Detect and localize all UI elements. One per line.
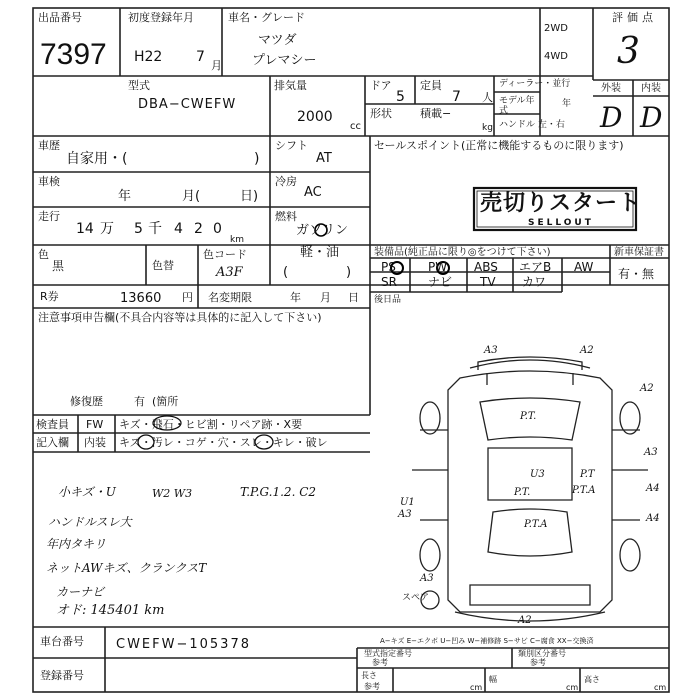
chassis-value: CWEFW−105378 (116, 637, 251, 652)
hw-line1b: W2 W3 (152, 487, 193, 500)
displacement-unit: cc (350, 121, 361, 132)
mark-11: P.T (580, 469, 595, 480)
fuel-value: ガソリン (296, 223, 349, 238)
mileage-sen: 5 (134, 221, 143, 237)
name-change-month: 月 (320, 291, 331, 304)
lot-label: 出品番号 (38, 11, 82, 24)
name-change-label: 名変期限 (208, 291, 252, 304)
capacity-label: 定員 (420, 79, 442, 92)
color-label: 色 (38, 248, 49, 261)
dealer-label: ディーラー・並行 (499, 79, 571, 89)
checklist-label-2: 記入欄 (36, 436, 69, 449)
mark-6: A4 (646, 513, 660, 524)
fuel-paren-close: ) (346, 265, 352, 280)
mileage-sen-unit: 千 (148, 221, 162, 237)
model-name: プレマシー (252, 53, 317, 68)
hw-line1c: T.P.G.1.2. C2 (240, 485, 317, 499)
equip-sr: SR (381, 275, 397, 289)
checklist-fw: FW (86, 418, 104, 431)
mark-5: A4 (646, 483, 660, 494)
type-code-label: 型式 (128, 79, 150, 92)
hw-line6: オド: 145401 km (56, 603, 165, 618)
mark-1: A3 (484, 345, 498, 356)
mark-9: P.T. (520, 411, 537, 422)
score-ext-value: D (600, 101, 623, 134)
chassis-label: 車台番号 (40, 635, 84, 648)
mark-15: A3 (420, 573, 434, 584)
inspection-day: 日) (240, 189, 259, 204)
mark-10: P.T. (514, 487, 531, 498)
model-year-label: モデル年式 (499, 96, 535, 116)
checklist-fw-items: キズ・飛石・ヒビ割・リペア跡・X要 (119, 418, 303, 431)
shape-label: 形状 (370, 107, 392, 120)
notes-label: 注意事項申告欄(不具合内容等は具体的に記入して下さい) (38, 311, 322, 324)
drive-4wd: 4WD (544, 51, 568, 62)
type-code-value: DBA−CWEFW (138, 97, 237, 112)
mileage-d3: 0 (213, 221, 222, 237)
aircon-label: 冷房 (275, 175, 297, 188)
warranty-label: 新車保証書 (614, 247, 664, 258)
r-ken-unit: 円 (182, 291, 193, 304)
model-year-suffix: 年 (562, 99, 572, 109)
mark-4: A3 (644, 447, 658, 458)
damage-legend: A−キズ E−エクボ U−凹み W−補修跡 S−サビ C−腐食 XX−交換済 (380, 637, 594, 645)
shift-value: AT (316, 151, 332, 166)
fuel-label: 燃料 (275, 210, 297, 223)
load-label: 積載 (420, 107, 442, 120)
equip-ps: PS (381, 260, 396, 274)
color-change-label: 色替 (152, 259, 174, 272)
mark-3: A2 (640, 383, 654, 394)
registration-label: 登録番号 (40, 669, 84, 682)
displacement-label: 排気量 (274, 79, 307, 92)
equip-abs: ABS (474, 260, 498, 274)
fuel-paren-open: ( (283, 265, 289, 280)
warranty-value: 有・無 (618, 267, 655, 281)
category-ref: 参考 (530, 658, 546, 667)
first-reg-year: H22 (134, 49, 163, 65)
mileage-d2: 2 (194, 221, 203, 237)
aircon-value: AC (304, 185, 322, 200)
history-value: 自家用・( (66, 151, 128, 167)
r-ken-label: R券 (40, 290, 59, 303)
load-dash: − (442, 107, 452, 120)
equipment-label: 装備品(純正品に限り◎をつけて下さい) (374, 247, 551, 258)
fuel-diesel: 軽・油 (300, 245, 340, 260)
mark-13: P.T.A (524, 519, 548, 530)
color-code-label: 色コード (203, 248, 247, 261)
hw-line1a: 小キズ・U (58, 485, 116, 499)
equip-pw: PW (428, 260, 448, 274)
mark-16: A2 (518, 615, 532, 626)
equip-leather: カワ (522, 275, 547, 289)
capacity-value: 7 (452, 89, 461, 105)
after-install-label: 後日品 (374, 295, 402, 305)
score-ext-label: 外装 (601, 83, 621, 94)
mileage-unit: km (230, 235, 244, 245)
spare-label: スペア (402, 593, 430, 603)
color-value: 黒 (52, 259, 65, 273)
mark-12: P.T.A (572, 485, 596, 496)
r-ken-value: 13660 (120, 291, 162, 306)
length-ref: 参考 (364, 682, 380, 691)
type-designation-label: 型式指定番号 (364, 649, 412, 658)
hw-line2: ハンドルスレ大 (48, 515, 132, 529)
equip-tv: TV (480, 275, 496, 289)
width-label: 幅 (489, 675, 497, 684)
mileage-d1: 4 (174, 221, 183, 237)
hw-line4: ネットAWキズ、クランクスT (46, 561, 207, 575)
repair-label: 修復歴 (70, 395, 103, 408)
length-unit: cm (470, 683, 483, 692)
height-unit: cm (654, 683, 667, 692)
score-label: 評価点 (612, 11, 657, 24)
mileage-man-unit: 万 (100, 221, 114, 237)
color-code-value: A3F (216, 265, 243, 280)
model-maker: マツダ (258, 33, 297, 48)
name-change-year: 年 (290, 291, 301, 304)
stamp-main: 売切りスタート (480, 191, 642, 216)
category-label: 類別区分番号 (518, 649, 566, 658)
score-int-value: D (640, 101, 663, 134)
model-label: 車名・グレード (228, 11, 305, 24)
repair-value: 有 (134, 395, 145, 408)
inspection-year: 年 (118, 189, 132, 204)
mark-14: U3 (530, 469, 545, 480)
inspection-label: 車検 (38, 175, 60, 188)
first-reg-month: 7 (196, 49, 205, 65)
first-reg-label: 初度登録年月 (128, 11, 194, 24)
height-label: 高さ (584, 675, 600, 684)
equip-airbag: エアB (519, 260, 552, 274)
mileage-label: 走行 (38, 210, 60, 223)
shift-label: シフト (275, 139, 308, 152)
lot-number: 7397 (40, 38, 107, 71)
hw-line3: 年内タキリ (46, 537, 107, 551)
score-value: 3 (617, 31, 640, 72)
drive-2wd: 2WD (544, 23, 568, 34)
width-unit: cm (566, 683, 579, 692)
displacement-value: 2000 (297, 109, 333, 125)
type-designation-ref: 参考 (372, 658, 388, 667)
equip-aw: AW (574, 260, 594, 274)
handle-label: ハンドル 左・右 (499, 120, 565, 130)
capacity-unit: 人 (482, 91, 493, 104)
mark-2: A2 (580, 345, 594, 356)
doors-value: 5 (396, 89, 405, 105)
mark-7: U1 (400, 497, 415, 508)
history-close: ) (254, 151, 260, 167)
history-label: 車歴 (38, 139, 60, 152)
mark-8: A3 (398, 509, 412, 520)
stamp-sub: SELLOUT (528, 218, 594, 228)
repair-place: (箇所 (152, 395, 179, 408)
checklist-label-1: 検査員 (36, 418, 69, 431)
inspection-month: 月( (182, 189, 201, 204)
checklist-int-items: キズ・汚レ・コゲ・穴・スレ・キレ・破レ (119, 436, 328, 449)
first-reg-month-suffix: 月 (211, 59, 222, 72)
mileage-man: 14 (76, 221, 94, 237)
name-change-day: 日 (348, 291, 359, 304)
length-label: 長さ (361, 671, 377, 680)
score-int-label: 内装 (641, 83, 661, 94)
doors-label: ドア (370, 79, 392, 92)
equip-navi: ナビ (428, 275, 453, 289)
checklist-interior: 内装 (84, 436, 106, 449)
sales-point-label: セールスポイント(正常に機能するものに限ります) (374, 139, 624, 152)
hw-line5: カーナビ (56, 585, 105, 599)
load-unit: kg (482, 123, 493, 133)
